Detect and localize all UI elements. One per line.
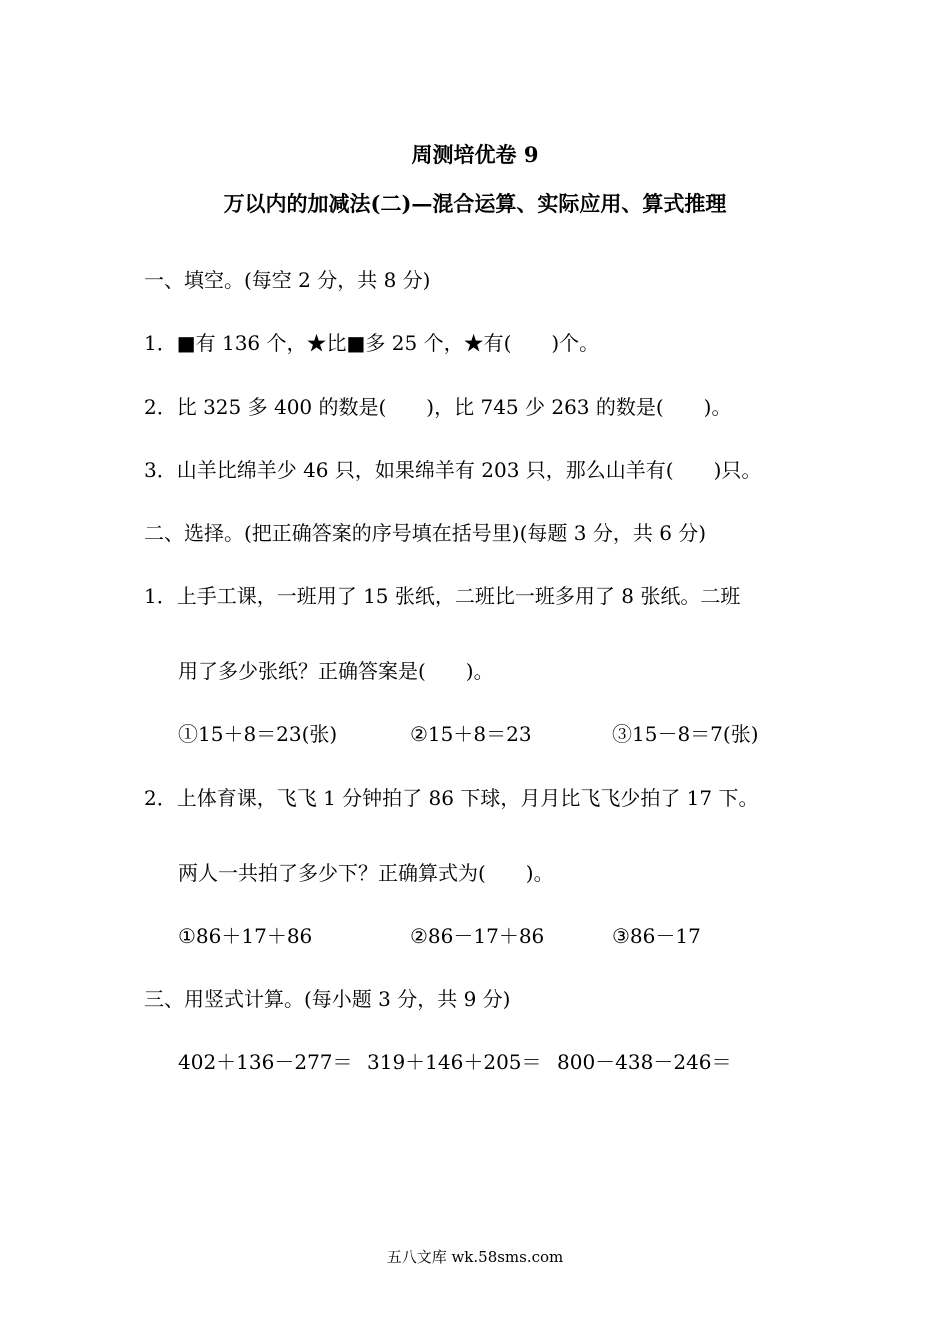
section2-question-2-line2: 两人一共拍了多少下？正确算式为( )。 <box>178 861 554 885</box>
section2-question-2-line1: 2．上体育课，飞飞 1 分钟拍了 86 下球，月月比飞飞少拍了 17 下。 <box>144 786 759 810</box>
section3-problem-2: 319＋146＋205＝ <box>367 1050 542 1074</box>
section2-question-1-option-c: ③15－8＝7(张) <box>612 722 759 746</box>
section3-heading: 三、用竖式计算。(每小题 3 分，共 9 分) <box>144 987 511 1011</box>
section2-heading: 二、选择。(把正确答案的序号填在括号里)(每题 3 分，共 6 分) <box>144 521 707 545</box>
section2-question-1-line1: 1．上手工课，一班用了 15 张纸，二班比一班多用了 8 张纸。二班 <box>144 584 741 608</box>
section3-problem-1: 402＋136－277＝ <box>178 1050 353 1074</box>
footer-watermark: 五八文库 wk.58sms.com <box>386 1248 564 1266</box>
section1-question-1: 1．■有 136 个，★比■多 25 个，★有( )个。 <box>144 331 600 355</box>
section1-question-2: 2．比 325 多 400 的数是( )，比 745 少 263 的数是( )。 <box>144 395 732 419</box>
section2-question-2-option-b: ②86－17＋86 <box>410 924 545 948</box>
section1-question-3: 3．山羊比绵羊少 46 只，如果绵羊有 203 只，那么山羊有( )只。 <box>144 458 762 482</box>
section2-question-2-option-c: ③86－17 <box>612 924 701 948</box>
page-title: 周测培优卷 9 <box>411 142 539 167</box>
section2-question-1-line2: 用了多少张纸？正确答案是( )。 <box>178 659 494 683</box>
section2-question-1-option-a: ①15＋8＝23(张) <box>178 722 338 746</box>
section3-problem-3: 800－438－246＝ <box>557 1050 732 1074</box>
section1-heading: 一、填空。(每空 2 分，共 8 分) <box>144 268 431 292</box>
section2-question-2-option-a: ①86＋17＋86 <box>178 924 313 948</box>
section2-question-1-option-b: ②15＋8＝23 <box>410 722 532 746</box>
page-subtitle: 万以内的加减法(二)—混合运算、实际应用、算式推理 <box>223 191 727 216</box>
